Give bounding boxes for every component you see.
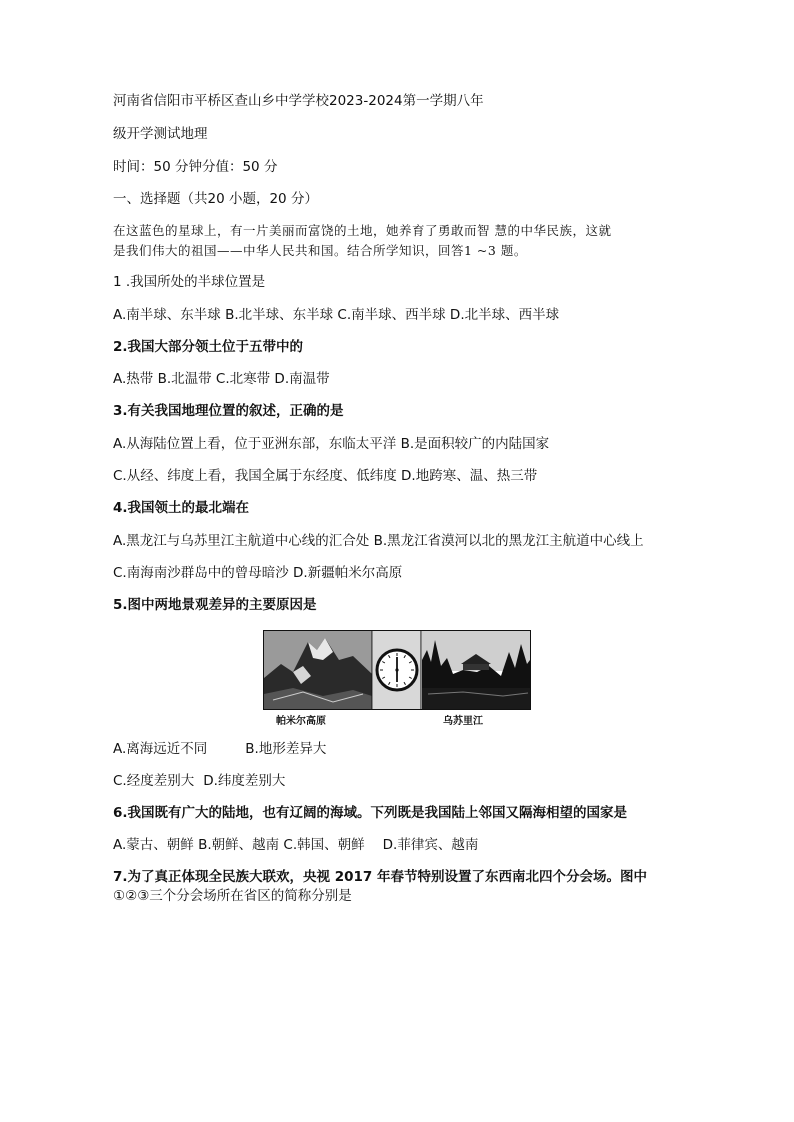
q1-stem: 1 .我国所处的半球位置是	[113, 274, 266, 290]
q5-option-a: A.离海远近不同	[113, 741, 208, 757]
caption-pamir: 帕米尔高原	[276, 716, 326, 727]
q3-stem: 3.有关我国地理位置的叙述，正确的是	[113, 403, 344, 419]
q1-options: A.南半球、东半球 B.北半球、东半球 C.南半球、西半球 D.北半球、西半球	[113, 307, 560, 323]
title-line-1: 河南省信阳市平桥区查山乡中学学校2023-2024第一学期八年	[113, 93, 484, 109]
q6-options	[113, 836, 478, 854]
q6-stem: 6.我国既有广大的陆地，也有辽阔的海域。下列既是我国陆上邻国又隔海相望的国家是	[113, 805, 628, 821]
q6-option-d: D.菲律宾、越南	[382, 837, 479, 853]
q5-stem: 5.图中两地景观差异的主要原因是	[113, 597, 317, 613]
q5-options-1	[113, 740, 326, 758]
landscape-figure	[263, 630, 531, 726]
q3-options-2: C.从经、纬度上看，我国全属于东经度、低纬度 D.地跨寒、温、热三带	[113, 468, 538, 484]
clock-icon	[373, 631, 421, 709]
q4-options-1: A.黑龙江与乌苏里江主航道中心线的汇合处 B.黑龙江省漠河以北的黑龙江主航道中心线上	[113, 533, 644, 549]
landscape-illustration	[263, 630, 531, 710]
q2-options: A.热带 B.北温带 C.北寒带 D.南温带	[113, 371, 330, 387]
q5-option-b: B.地形差异大	[245, 741, 327, 757]
q6-options-abc: A.蒙古、朝鲜 B.朝鲜、越南 C.韩国、朝鲜	[113, 837, 365, 853]
q7-stem-1: 7.为了真正体现全民族大联欢，央视 2017 年春节特别设置了东西南北四个分会场。图中	[113, 869, 647, 885]
forest-scene	[422, 631, 530, 709]
section-heading: 一、选择题（共20 小题，20 分）	[113, 191, 318, 207]
mountain-scene	[264, 631, 372, 709]
q5-option-d: D.纬度差别大	[203, 773, 286, 789]
q5-options-2	[113, 772, 285, 790]
title-line-2: 级开学测试地理	[113, 126, 208, 142]
intro-line-1: 在这蓝色的星球上，有一片美丽而富饶的土地，她养育了勇敢而智 慧的中华民族，这就	[113, 223, 612, 238]
caption-wusuli: 乌苏里江	[443, 716, 483, 727]
q5-option-c: C.经度差别大	[113, 773, 195, 789]
q3-options-1: A.从海陆位置上看，位于亚洲东部，东临太平洋 B.是面积较广的内陆国家	[113, 436, 550, 452]
time-score: 时间：50 分钟分值：50 分	[113, 159, 278, 175]
q7-stem-2: ①②③三个分会场所在省区的简称分别是	[113, 888, 352, 904]
q4-options-2: C.南海南沙群岛中的曾母暗沙 D.新疆帕米尔高原	[113, 565, 403, 581]
q4-stem: 4.我国领土的最北端在	[113, 500, 250, 516]
q2-stem: 2.我国大部分领土位于五带中的	[113, 339, 304, 355]
intro-line-2: 是我们伟大的祖国——中华人民共和国。结合所学知识，回答1 ~3 题。	[113, 243, 527, 258]
